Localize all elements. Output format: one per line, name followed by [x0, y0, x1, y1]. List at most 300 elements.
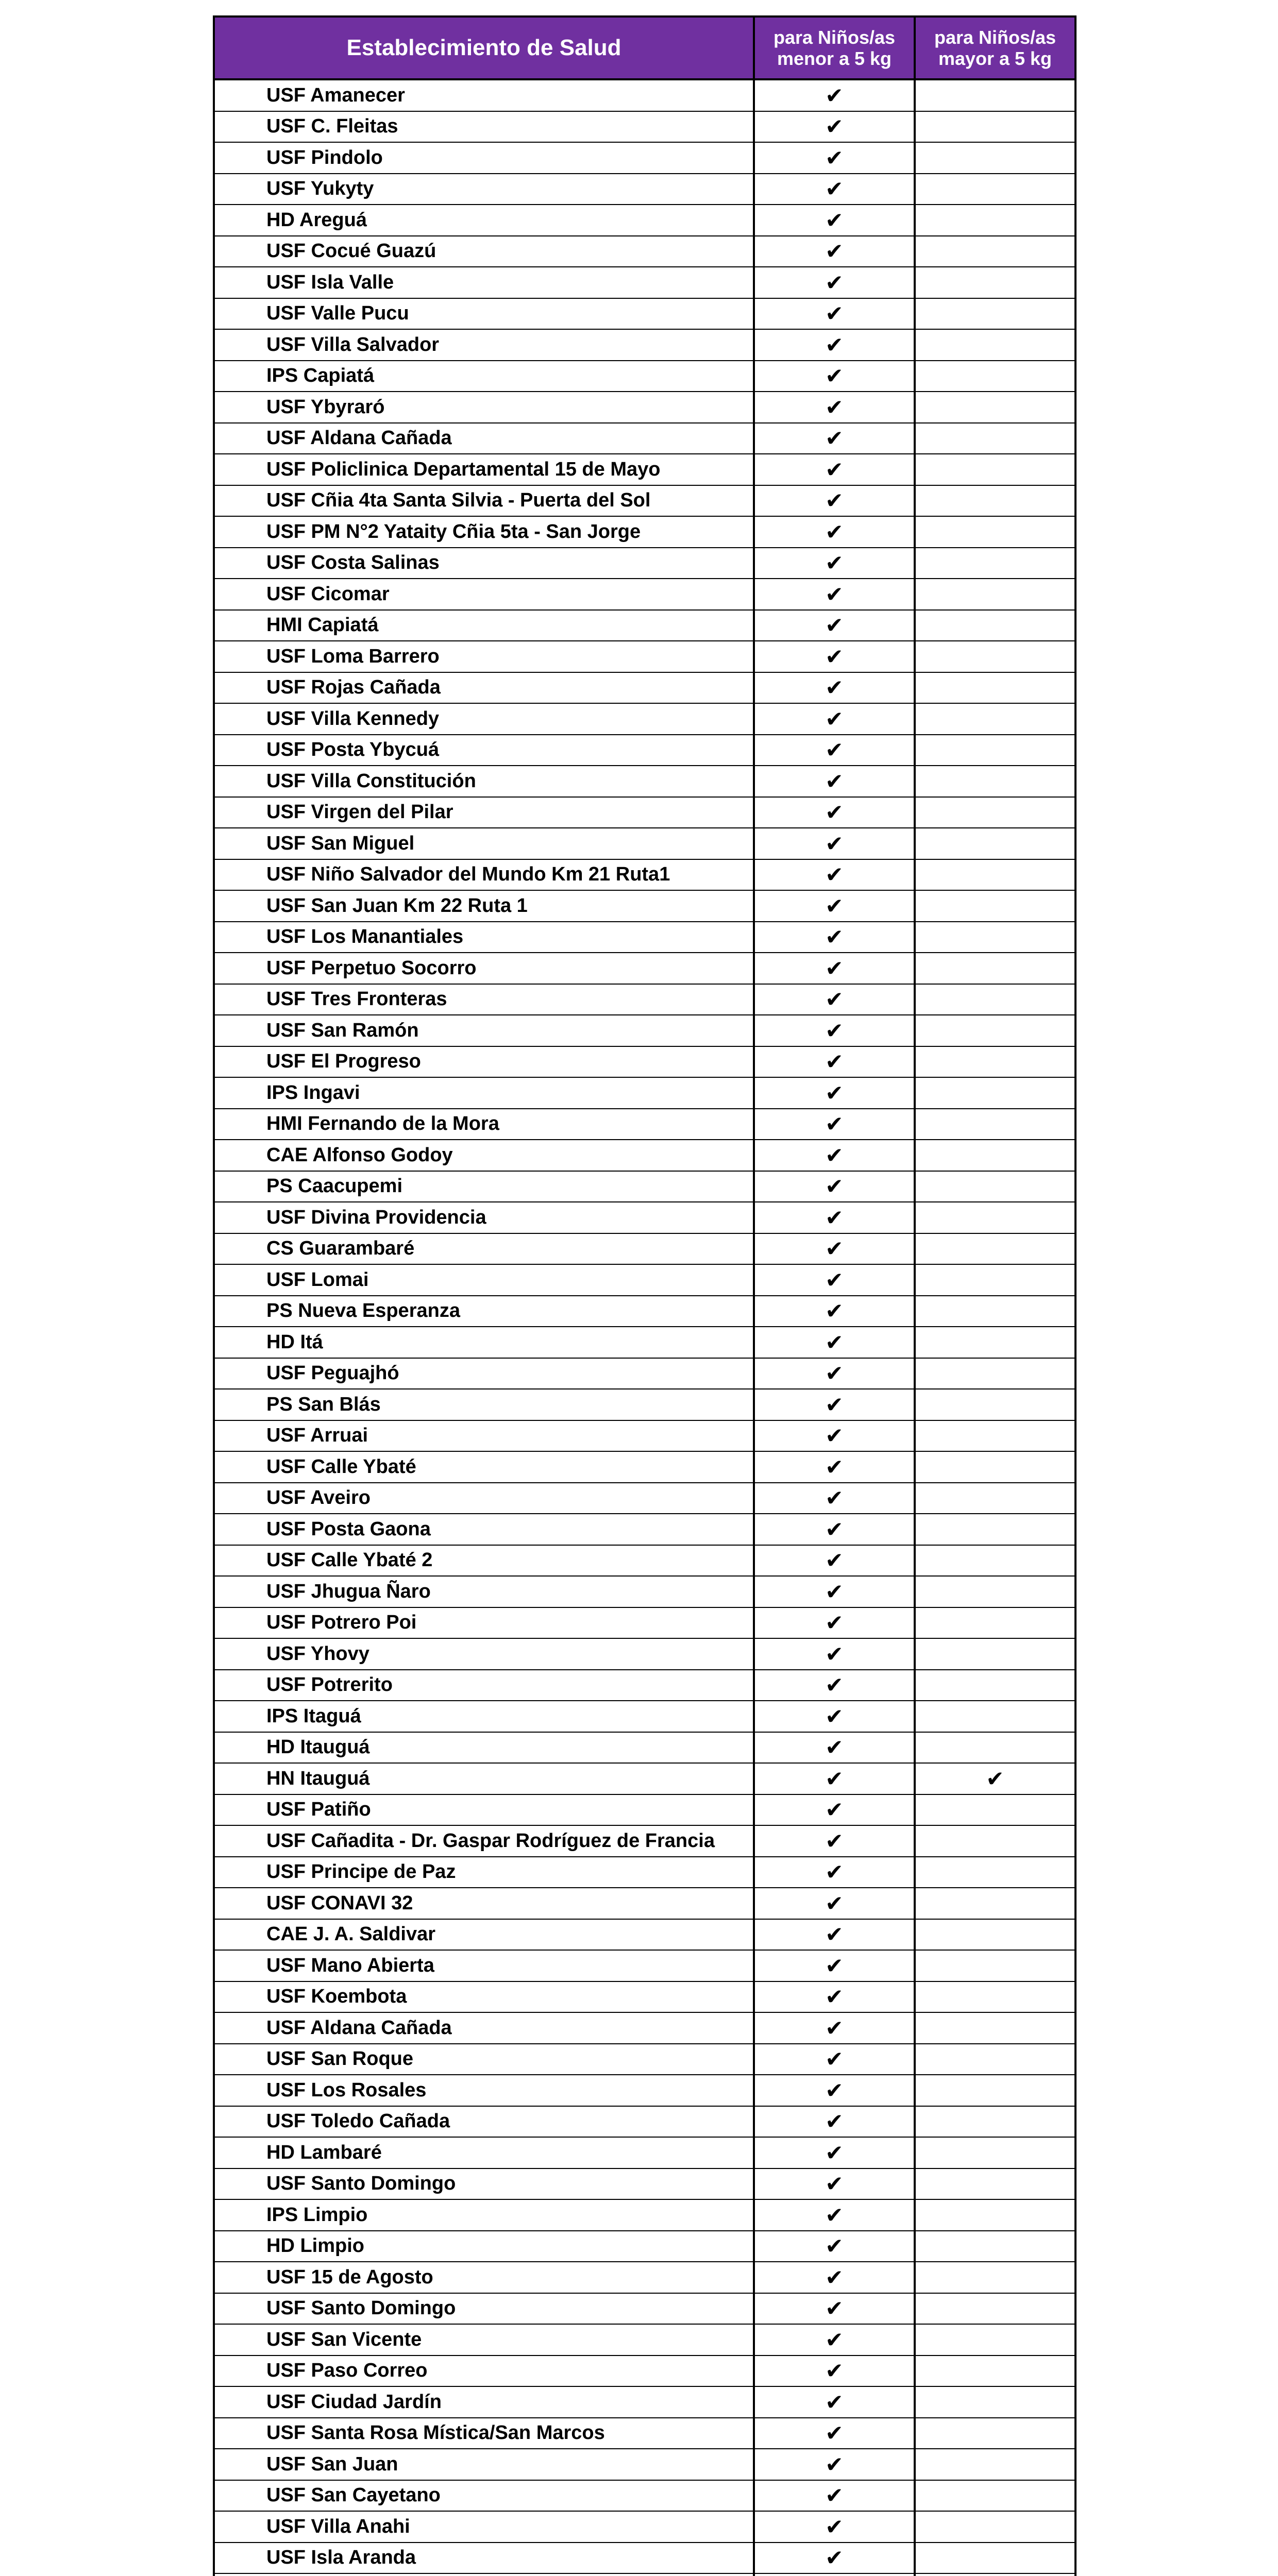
- check-icon: ✔: [825, 177, 844, 201]
- over-5kg-cell: [915, 516, 1075, 548]
- establishment-name: USF Los Manantiales: [214, 922, 754, 953]
- under-5kg-cell: [754, 79, 915, 111]
- under-5kg-cell: [754, 1140, 915, 1171]
- check-icon: ✔: [825, 457, 844, 482]
- under-5kg-cell: [754, 174, 915, 205]
- establishment-name: USF Policlinica Departamental 15 de Mayo: [214, 454, 754, 485]
- under-5kg-cell: [754, 1358, 915, 1389]
- establishment-name: USF Isla Aranda: [214, 2543, 754, 2574]
- establishment-name: USF Potrero Poi: [214, 1607, 754, 1639]
- over-5kg-cell: [915, 1264, 1075, 1296]
- check-icon: ✔: [825, 2389, 844, 2414]
- over-5kg-cell: [915, 1140, 1075, 1171]
- over-5kg-cell: [915, 2044, 1075, 2075]
- establishment-name: CS Guarambaré: [214, 1233, 754, 1265]
- check-icon: ✔: [825, 1112, 844, 1137]
- check-icon: ✔: [825, 738, 844, 762]
- establishment-name: USF Aveiro: [214, 1483, 754, 1514]
- establishment-name: USF Villa Constitución: [214, 766, 754, 797]
- establishment-name: USF Valle Pucu: [214, 298, 754, 330]
- establishment-name: USF San Ramón: [214, 1015, 754, 1046]
- table-row: [214, 454, 1075, 485]
- establishment-name: [214, 2573, 754, 2576]
- under-5kg-cell: [754, 1420, 915, 1452]
- table-row: [214, 1015, 1075, 1046]
- establishment-name: HMI Fernando de la Mora: [214, 1109, 754, 1140]
- establishment-name: USF Peguajhó: [214, 1358, 754, 1389]
- under-5kg-cell: [754, 2418, 915, 2449]
- over-5kg-cell: [915, 2075, 1075, 2106]
- over-5kg-cell: [915, 2573, 1075, 2576]
- table-row: [214, 298, 1075, 330]
- establishment-name: USF Principe de Paz: [214, 1857, 754, 1888]
- table-row: [214, 2262, 1075, 2293]
- check-icon: ✔: [825, 2359, 844, 2383]
- under-5kg-cell: [754, 1171, 915, 1202]
- under-5kg-cell: [754, 423, 915, 454]
- over-5kg-cell: [915, 828, 1075, 859]
- establishment-name: USF Posta Gaona: [214, 1514, 754, 1545]
- check-icon: ✔: [825, 145, 844, 170]
- header-establishment-label: Establecimiento de Salud: [346, 35, 621, 60]
- over-5kg-cell: [915, 174, 1075, 205]
- check-icon: ✔: [825, 1517, 844, 1541]
- over-5kg-cell: [915, 703, 1075, 735]
- table-row: [214, 1264, 1075, 1296]
- table-row: [214, 579, 1075, 610]
- establishment-name: USF Potrerito: [214, 1670, 754, 1701]
- establishment-name: PS San Blás: [214, 1389, 754, 1420]
- under-5kg-cell: [754, 1857, 915, 1888]
- under-5kg-cell: [754, 516, 915, 548]
- over-5kg-cell: [915, 1701, 1075, 1732]
- over-5kg-cell: [915, 2106, 1075, 2138]
- under-5kg-cell: [754, 1576, 915, 1607]
- under-5kg-cell: [754, 454, 915, 485]
- establishment-name: USF Santo Domingo: [214, 2168, 754, 2200]
- table-row: [214, 1296, 1075, 1327]
- under-5kg-cell: [754, 2573, 915, 2576]
- under-5kg-cell: [754, 2262, 915, 2293]
- under-5kg-cell: [754, 2355, 915, 2387]
- table-row: [214, 1109, 1075, 1140]
- check-icon: ✔: [825, 1018, 844, 1043]
- check-icon: ✔: [825, 1174, 844, 1199]
- establishment-name: HN Itauguá: [214, 1763, 754, 1794]
- establishment-name: IPS Capiatá: [214, 361, 754, 392]
- over-5kg-cell: [915, 1389, 1075, 1420]
- check-icon: ✔: [825, 1548, 844, 1573]
- under-5kg-cell: [754, 1015, 915, 1046]
- over-5kg-cell: [915, 2386, 1075, 2418]
- establishment-name: USF Perpetuo Socorro: [214, 953, 754, 984]
- under-5kg-cell: [754, 2044, 915, 2075]
- check-icon: ✔: [825, 2202, 844, 2227]
- establishment-name: USF Cicomar: [214, 579, 754, 610]
- table-row: [214, 2106, 1075, 2138]
- header-under-5kg: [754, 16, 915, 79]
- under-5kg-cell: [754, 672, 915, 704]
- under-5kg-cell: [754, 579, 915, 610]
- establishment-name: USF CONAVI 32: [214, 1888, 754, 1919]
- over-5kg-cell: [915, 267, 1075, 298]
- under-5kg-cell: [754, 361, 915, 392]
- table-row: [214, 1763, 1075, 1794]
- under-5kg-cell: [754, 1607, 915, 1639]
- over-5kg-cell: [915, 142, 1075, 174]
- over-5kg-cell: [915, 610, 1075, 641]
- table-row: [214, 1545, 1075, 1577]
- over-5kg-cell: [915, 361, 1075, 392]
- table-row: [214, 267, 1075, 298]
- check-icon: ✔: [825, 1828, 844, 1853]
- over-5kg-cell: [915, 1233, 1075, 1265]
- check-icon: ✔: [825, 1922, 844, 1947]
- over-5kg-cell: [915, 1015, 1075, 1046]
- table-row: [214, 1451, 1075, 1483]
- under-5kg-cell: [754, 548, 915, 579]
- check-icon: ✔: [825, 1673, 844, 1698]
- table-row: [214, 392, 1075, 423]
- under-5kg-cell: [754, 1451, 915, 1483]
- over-5kg-cell: [915, 423, 1075, 454]
- over-5kg-cell: [915, 2231, 1075, 2262]
- under-5kg-cell: [754, 2075, 915, 2106]
- over-5kg-cell: [915, 1763, 1075, 1794]
- check-icon: ✔: [825, 2140, 844, 2165]
- under-5kg-cell: [754, 1077, 915, 1109]
- table-row: [214, 2480, 1075, 2512]
- table-row: [214, 859, 1075, 891]
- under-5kg-cell: [754, 1233, 915, 1265]
- establishment-name: USF Yukyty: [214, 174, 754, 205]
- over-5kg-cell: [915, 579, 1075, 610]
- over-5kg-cell: [915, 2199, 1075, 2231]
- under-5kg-cell: [754, 298, 915, 330]
- check-icon: ✔: [825, 1735, 844, 1760]
- check-icon: ✔: [825, 1080, 844, 1105]
- establishment-name: USF Lomai: [214, 1264, 754, 1296]
- table-row: [214, 2012, 1075, 2044]
- check-icon: ✔: [825, 1454, 844, 1479]
- over-5kg-cell: [915, 205, 1075, 236]
- check-icon: ✔: [825, 395, 844, 419]
- header-under-5kg-line2: menor a 5 kg: [777, 48, 892, 69]
- check-icon: ✔: [825, 1798, 844, 1822]
- check-icon: ✔: [825, 1641, 844, 1666]
- under-5kg-cell: [754, 2106, 915, 2138]
- check-icon: ✔: [825, 1611, 844, 1635]
- check-icon: ✔: [825, 675, 844, 700]
- check-icon: ✔: [825, 1049, 844, 1074]
- establishment-name: USF El Progreso: [214, 1046, 754, 1078]
- over-5kg-cell: [915, 2449, 1075, 2480]
- under-5kg-cell: [754, 890, 915, 922]
- under-5kg-cell: [754, 1794, 915, 1826]
- establishment-name: USF Villa Salvador: [214, 329, 754, 361]
- under-5kg-cell: [754, 1701, 915, 1732]
- over-5kg-cell: [915, 1857, 1075, 1888]
- establishment-name: USF Isla Valle: [214, 267, 754, 298]
- check-icon: ✔: [825, 893, 844, 918]
- table-row: [214, 548, 1075, 579]
- check-icon: ✔: [825, 1953, 844, 1978]
- table-row: [214, 2075, 1075, 2106]
- table-row: [214, 1576, 1075, 1607]
- over-5kg-cell: [915, 485, 1075, 517]
- check-icon: ✔: [986, 1766, 1004, 1791]
- check-icon: ✔: [825, 1299, 844, 1324]
- check-icon: ✔: [825, 239, 844, 264]
- check-icon: ✔: [825, 862, 844, 887]
- over-5kg-cell: [915, 1483, 1075, 1514]
- over-5kg-cell: [915, 111, 1075, 143]
- over-5kg-cell: [915, 890, 1075, 922]
- over-5kg-cell: [915, 1358, 1075, 1389]
- under-5kg-cell: [754, 1919, 915, 1951]
- under-5kg-cell: [754, 922, 915, 953]
- over-5kg-cell: [915, 1794, 1075, 1826]
- over-5kg-cell: [915, 1420, 1075, 1452]
- establishment-name: USF Ybyraró: [214, 392, 754, 423]
- over-5kg-cell: [915, 1576, 1075, 1607]
- check-icon: ✔: [825, 2452, 844, 2477]
- establishment-name: USF C. Fleitas: [214, 111, 754, 143]
- check-icon: ✔: [825, 426, 844, 451]
- check-icon: ✔: [825, 1205, 844, 1230]
- table-row: [214, 2168, 1075, 2200]
- check-icon: ✔: [825, 2265, 844, 2290]
- over-5kg-cell: [915, 454, 1075, 485]
- under-5kg-cell: [754, 735, 915, 766]
- over-5kg-cell: [915, 2293, 1075, 2325]
- establishment-name: USF Tres Fronteras: [214, 984, 754, 1015]
- establishment-name: USF Santo Domingo: [214, 2293, 754, 2325]
- under-5kg-cell: [754, 1109, 915, 1140]
- table-row: [214, 1981, 1075, 2013]
- table-row: [214, 1514, 1075, 1545]
- under-5kg-cell: [754, 205, 915, 236]
- over-5kg-cell: [915, 1950, 1075, 1981]
- under-5kg-cell: [754, 2199, 915, 2231]
- under-5kg-cell: [754, 1327, 915, 1358]
- over-5kg-cell: [915, 1888, 1075, 1919]
- header-over-5kg: [915, 16, 1075, 79]
- table-row: [214, 1732, 1075, 1764]
- table-row: [214, 516, 1075, 548]
- establishment-name: USF San Miguel: [214, 828, 754, 859]
- check-icon: ✔: [825, 2421, 844, 2446]
- table-row: [214, 1888, 1075, 1919]
- table-row: [214, 485, 1075, 517]
- table-row: [214, 111, 1075, 143]
- establishment-name: USF PM N°2 Yataity Cñia 5ta - San Jorge: [214, 516, 754, 548]
- check-icon: ✔: [825, 613, 844, 638]
- table-row: [214, 1420, 1075, 1452]
- under-5kg-cell: [754, 2324, 915, 2355]
- over-5kg-cell: [915, 2511, 1075, 2543]
- check-icon: ✔: [825, 270, 844, 295]
- table-row: [214, 1046, 1075, 1078]
- under-5kg-cell: [754, 2012, 915, 2044]
- establishment-name: USF Loma Barrero: [214, 641, 754, 672]
- under-5kg-cell: [754, 1264, 915, 1296]
- over-5kg-cell: [915, 1825, 1075, 1857]
- check-icon: ✔: [825, 1267, 844, 1292]
- establishment-name: USF San Cayetano: [214, 2480, 754, 2512]
- check-icon: ✔: [825, 1766, 844, 1791]
- over-5kg-cell: [915, 1327, 1075, 1358]
- check-icon: ✔: [825, 208, 844, 232]
- over-5kg-cell: [915, 766, 1075, 797]
- check-icon: ✔: [825, 2172, 844, 2196]
- over-5kg-cell: [915, 1046, 1075, 1078]
- check-icon: ✔: [825, 2483, 844, 2508]
- establishment-name: USF Cocué Guazú: [214, 236, 754, 267]
- table-row: [214, 1077, 1075, 1109]
- over-5kg-cell: [915, 1514, 1075, 1545]
- table-row: [214, 1638, 1075, 1670]
- facilities-table: [213, 15, 1077, 2576]
- check-icon: ✔: [825, 2109, 844, 2134]
- under-5kg-cell: [754, 797, 915, 828]
- table-row: [214, 797, 1075, 828]
- establishment-name: USF Ciudad Jardín: [214, 2386, 754, 2418]
- establishment-name: USF Rojas Cañada: [214, 672, 754, 704]
- table-row: [214, 1202, 1075, 1233]
- header-under-5kg-line1: para Niños/as: [773, 26, 896, 48]
- table-row: [214, 2573, 1075, 2576]
- table-row: [214, 922, 1075, 953]
- table-row: [214, 828, 1075, 859]
- check-icon: ✔: [825, 2514, 844, 2539]
- establishment-name: HD Lambaré: [214, 2137, 754, 2168]
- table-row: [214, 1701, 1075, 1732]
- over-5kg-cell: [915, 2137, 1075, 2168]
- establishment-name: USF San Juan: [214, 2449, 754, 2480]
- establishment-name: USF Virgen del Pilar: [214, 797, 754, 828]
- establishment-name: USF Toledo Cañada: [214, 2106, 754, 2138]
- under-5kg-cell: [754, 1825, 915, 1857]
- check-icon: ✔: [825, 1486, 844, 1511]
- establishment-name: USF Cñia 4ta Santa Silvia - Puerta del Sol: [214, 485, 754, 517]
- check-icon: ✔: [825, 1143, 844, 1167]
- table-body: [214, 79, 1075, 2576]
- check-icon: ✔: [825, 332, 844, 357]
- table-row: [214, 1919, 1075, 1951]
- check-icon: ✔: [825, 2327, 844, 2352]
- under-5kg-cell: [754, 2137, 915, 2168]
- establishment-name: USF Aldana Cañada: [214, 423, 754, 454]
- over-5kg-cell: [915, 1638, 1075, 1670]
- establishment-name: IPS Itaguá: [214, 1701, 754, 1732]
- table-row: [214, 236, 1075, 267]
- table-row: [214, 1607, 1075, 1639]
- over-5kg-cell: [915, 2355, 1075, 2387]
- check-icon: ✔: [825, 519, 844, 544]
- under-5kg-cell: [754, 1732, 915, 1764]
- over-5kg-cell: [915, 1670, 1075, 1701]
- over-5kg-cell: [915, 1981, 1075, 2013]
- header-establishment: [214, 16, 754, 79]
- table-row: [214, 142, 1075, 174]
- establishment-name: USF San Juan Km 22 Ruta 1: [214, 890, 754, 922]
- table-row: [214, 984, 1075, 1015]
- check-icon: ✔: [825, 1891, 844, 1916]
- table-row: [214, 174, 1075, 205]
- table-row: [214, 1327, 1075, 1358]
- check-icon: ✔: [825, 582, 844, 606]
- over-5kg-cell: [915, 1296, 1075, 1327]
- over-5kg-cell: [915, 2480, 1075, 2512]
- over-5kg-cell: [915, 298, 1075, 330]
- establishment-name: USF Paso Correo: [214, 2355, 754, 2387]
- over-5kg-cell: [915, 797, 1075, 828]
- table-row: [214, 2199, 1075, 2231]
- check-icon: ✔: [825, 1423, 844, 1448]
- under-5kg-cell: [754, 1670, 915, 1701]
- over-5kg-cell: [915, 79, 1075, 111]
- check-icon: ✔: [825, 2296, 844, 2321]
- table-row: [214, 1670, 1075, 1701]
- over-5kg-cell: [915, 1919, 1075, 1951]
- over-5kg-cell: [915, 392, 1075, 423]
- establishment-name: HD Limpio: [214, 2231, 754, 2262]
- under-5kg-cell: [754, 142, 915, 174]
- check-icon: ✔: [825, 800, 844, 825]
- under-5kg-cell: [754, 1763, 915, 1794]
- establishment-name: USF Niño Salvador del Mundo Km 21 Ruta1: [214, 859, 754, 891]
- table-row: [214, 423, 1075, 454]
- establishment-name: HD Itauguá: [214, 1732, 754, 1764]
- table-row: [214, 2293, 1075, 2325]
- over-5kg-cell: [915, 236, 1075, 267]
- check-icon: ✔: [825, 2078, 844, 2103]
- over-5kg-cell: [915, 1607, 1075, 1639]
- over-5kg-cell: [915, 1109, 1075, 1140]
- table-row: [214, 1389, 1075, 1420]
- establishment-name: HD Areguá: [214, 205, 754, 236]
- establishment-name: USF Pindolo: [214, 142, 754, 174]
- under-5kg-cell: [754, 1046, 915, 1078]
- over-5kg-cell: [915, 2168, 1075, 2200]
- under-5kg-cell: [754, 236, 915, 267]
- table-row: [214, 1233, 1075, 1265]
- table-row: [214, 890, 1075, 922]
- establishment-name: USF Santa Rosa Mística/San Marcos: [214, 2418, 754, 2449]
- table-row: [214, 703, 1075, 735]
- table-row: [214, 361, 1075, 392]
- under-5kg-cell: [754, 1296, 915, 1327]
- under-5kg-cell: [754, 1950, 915, 1981]
- under-5kg-cell: [754, 2168, 915, 2200]
- table-row: [214, 205, 1075, 236]
- table-row: [214, 953, 1075, 984]
- over-5kg-cell: [915, 2262, 1075, 2293]
- establishment-name: USF Posta Ybycuá: [214, 735, 754, 766]
- check-icon: ✔: [825, 706, 844, 731]
- check-icon: ✔: [825, 551, 844, 575]
- check-icon: ✔: [825, 1236, 844, 1261]
- header-over-5kg-line2: mayor a 5 kg: [938, 48, 1052, 69]
- check-icon: ✔: [825, 769, 844, 793]
- check-icon: ✔: [825, 1579, 844, 1604]
- establishment-name: USF Jhugua Ñaro: [214, 1576, 754, 1607]
- table-row: [214, 1171, 1075, 1202]
- table-row: [214, 2543, 1075, 2574]
- under-5kg-cell: [754, 2480, 915, 2512]
- over-5kg-cell: [915, 1202, 1075, 1233]
